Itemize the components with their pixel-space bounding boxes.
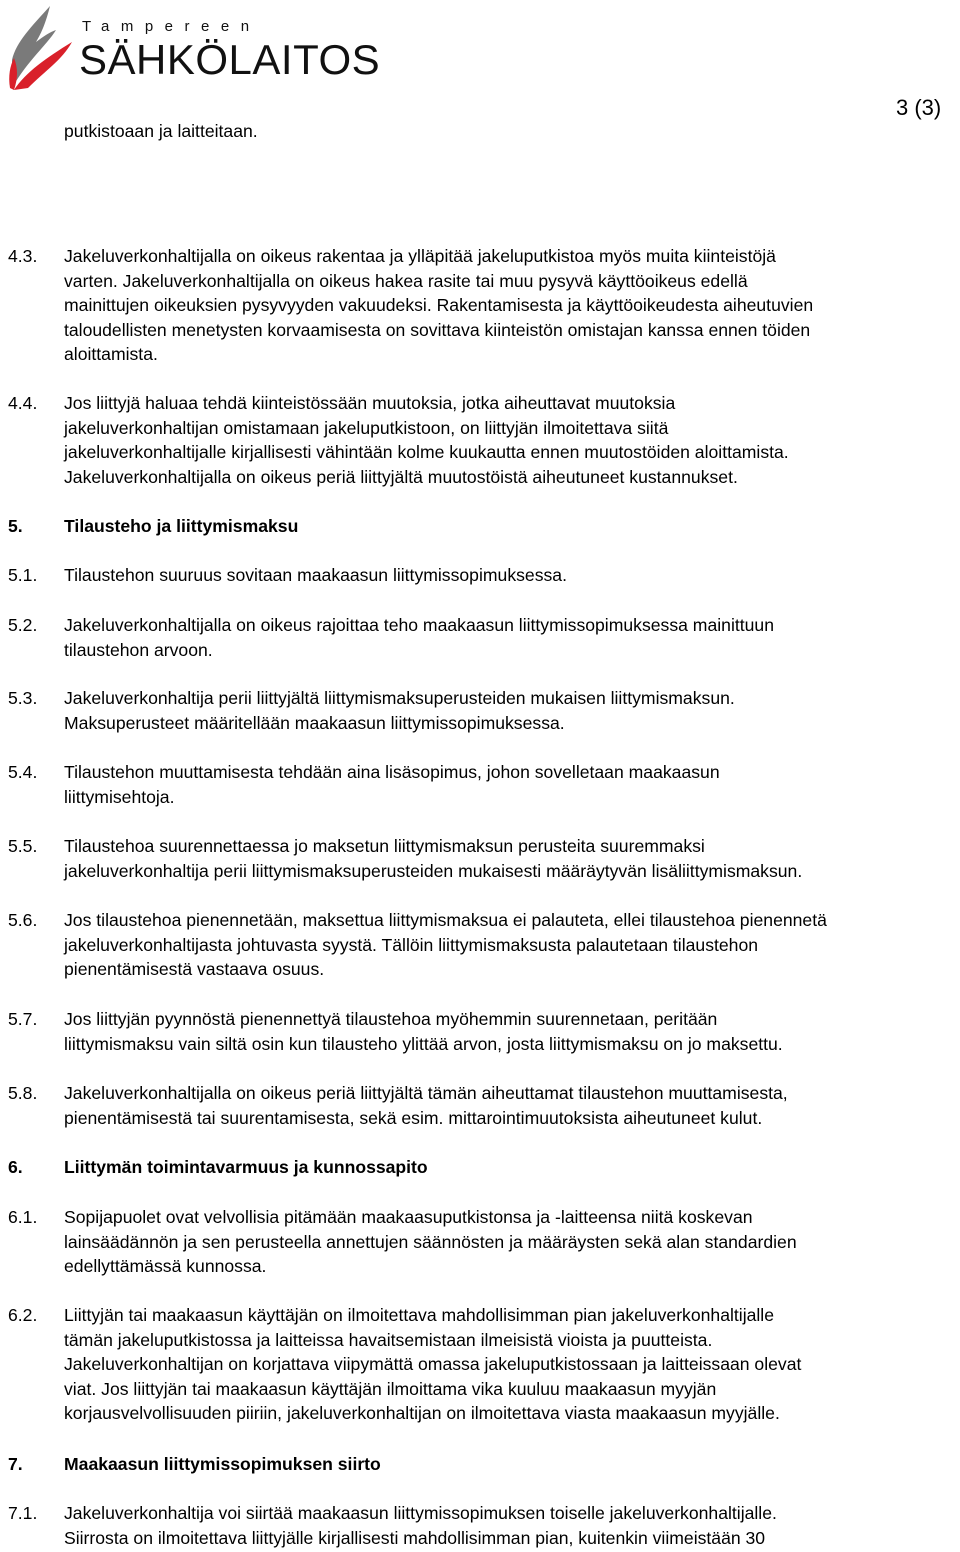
clause-text [64,686,960,735]
text-line: Jakeluverkonhaltijalla on oikeus rajoittaa teho maakaasun liittymissopimuksessa mainittuun [64,615,774,635]
text-line: lainsäädännön ja sen perusteella annettujen säännösten ja määräysten sekä alan standardien [64,1231,797,1252]
text-line: Jakeluverkonhaltija perii liittyjältä liittymismaksuperusteiden mukaisen liittymismaksun. [64,688,735,708]
clause-text [64,1501,960,1550]
text-line: Tilausteho ja liittymismaksu [64,516,299,536]
text-line: jakeluverkonhaltijalle kirjallisesti vähintään kolme kuukautta ennen muutostöiden aloittamista. [64,442,789,462]
text-line: tämän jakeluputkistossa ja laitteissa havaitsemistaan ilmeisistä vioista ja puutteista. [64,1329,713,1350]
page-number: 3 (3) [896,95,942,120]
text-line: korjausvelvollisuuden piiriin, jakeluverkonhaltijan on ilmoitettava viasta maakaasun myyjälle. [64,1403,780,1423]
clause-number: 5.2. [8,615,38,635]
text-line: Jakeluverkonhaltijalla on oikeus rakentaa ja ylläpitää jakeluputkistoa myös muita kiinteistöjä [64,246,776,266]
section-number: 5. [8,516,23,536]
text-line: Tilaustehon suuruus sovitaan maakaasun liittymissopimuksessa. [64,565,567,585]
clause-text [64,244,960,367]
clause-text [64,391,960,489]
section-title [64,1452,960,1477]
text-line: varten. Jakeluverkonhaltijalla on oikeus hakea rasite tai muu pysyvä käyttöoikeus edellä [64,270,748,291]
clause-number: 6.2. [8,1305,38,1325]
text-line: Maakaasun liittymissopimuksen siirto [64,1454,381,1474]
text-line: liittymismaksu vain siltä osin kun tilausteho ylittää arvon, josta liittymismaksu on jo maksettu. [64,1033,783,1054]
text-line: Jakeluverkonhaltijalla on oikeus periä liittyjältä tämän aiheuttamat tilaustehon muuttamisesta, [64,1083,788,1103]
text-line: taloudellisten menetysten korvaamisesta on sovittava kiinteistön omistajan kanssa ennen töiden [64,319,811,340]
text-line: Sopijapuolet ovat velvollisia pitämään maakaasuputkistonsa ja -laitteensa niitä koskevan [64,1207,753,1227]
clause-text [64,1303,960,1426]
text-line: jakeluverkonhaltija perii liittymismaksuperusteiden mukaisesti määräytyvän lisäliittymismaksun. [64,860,803,881]
clause-number: 5.1. [8,565,38,585]
logo-city-text: Tampereen [82,18,261,35]
text-line: edellyttämässä kunnossa. [64,1256,267,1276]
clause-number: 7.1. [8,1503,38,1523]
text-line: Tilaustehon muuttamisesta tehdään aina lisäsopimus, johon sovelletaan maakaasun [64,762,720,782]
clause-number: 5.7. [8,1009,38,1029]
clause-number: 5.6. [8,910,38,930]
text-line: liittymisehtoja. [64,786,175,807]
text-line: Jakeluverkonhaltija voi siirtää maakaasun liittymissopimuksen toiselle jakeluverkonhaltijalle. [64,1503,777,1523]
text-line: pienentämisestä tai suurentamisesta, sekä esim. mittarointimuutoksista aiheutuneet kulut. [64,1107,763,1128]
clause-number: 5.3. [8,688,38,708]
text-line: Jakeluverkonhaltijan on korjattava viipymättä omassa jakeluputkistossaan ja laitteissaan olevat [64,1354,802,1374]
clause-text [64,563,960,588]
section-number: 7. [8,1454,23,1474]
continuation-text: putkistoaan ja laitteitaan. [64,121,258,141]
section-title [64,1155,960,1180]
flame-logo-icon [6,2,78,94]
section-number: 6. [8,1157,23,1177]
text-line: mainittujen oikeuksien pysyvyyden vakuudeksi. Rakentamisesta ja käyttöoikeudesta aiheutuvien [64,295,814,315]
text-line: Tilaustehoa suurennettaessa jo maksetun liittymismaksun perusteita suuremmaksi [64,836,705,856]
text-line: pienentämisestä vastaava osuus. [64,959,325,979]
clause-number: 5.5. [8,836,38,856]
company-logo [6,2,426,94]
text-line: aloittamista. [64,344,158,364]
clause-text [64,760,960,809]
text-line: Maksuperusteet määritellään maakaasun liittymissopimuksessa. [64,712,565,733]
text-line: jakeluverkonhaltijan omistamaan jakeluputkistoon, on liittyjän ilmoitettava siitä [64,417,669,438]
clause-text [64,908,960,982]
text-line: Siirrosta on ilmoitettava liittyjälle kirjallisesti mahdollisimman pian, kuitenkin viimeistään 30 [64,1527,766,1548]
section-title [64,514,960,539]
text-line: jakeluverkonhaltijasta johtuvasta syystä. Tällöin liittymismaksusta palautetaan tilaustehon [64,934,759,955]
logo-company-name: SÄHKÖLAITOS [79,36,381,83]
text-line: Liittymän toimintavarmuus ja kunnossapito [64,1157,428,1177]
text-line: Jos liittyjä haluaa tehdä kiinteistössään muutoksia, jotka aiheuttavat muutoksia [64,393,676,413]
clause-text [64,613,960,662]
text-line: tilaustehon arvoon. [64,639,213,660]
clause-text [64,1081,960,1130]
text-line: Jakeluverkonhaltijalla on oikeus periä liittyjältä muutostöistä aiheutuneet kustannukset. [64,466,738,487]
clause-text [64,834,960,883]
text-line: Jos liittyjän pyynnöstä pienennettyä tilaustehoa myöhemmin suurennetaan, peritään [64,1009,718,1029]
clause-number: 6.1. [8,1207,38,1227]
clause-number: 5.8. [8,1083,38,1103]
clause-text [64,1205,960,1279]
clause-number: 5.4. [8,762,38,782]
clause-number: 4.4. [8,393,38,413]
clause-text [64,1007,960,1056]
text-line: Jos tilaustehoa pienennetään, maksettua liittymismaksua ei palauteta, ellei tilaustehoa pienennetä [64,910,827,930]
text-line: viat. Jos liittyjän tai maakaasun käyttäjän ilmoittama vika kuuluu maakaasun myyjän [64,1378,717,1399]
text-line: Liittyjän tai maakaasun käyttäjän on ilmoitettava mahdollisimman pian jakeluverkonhaltijalle [64,1305,774,1325]
clause-number: 4.3. [8,246,38,266]
